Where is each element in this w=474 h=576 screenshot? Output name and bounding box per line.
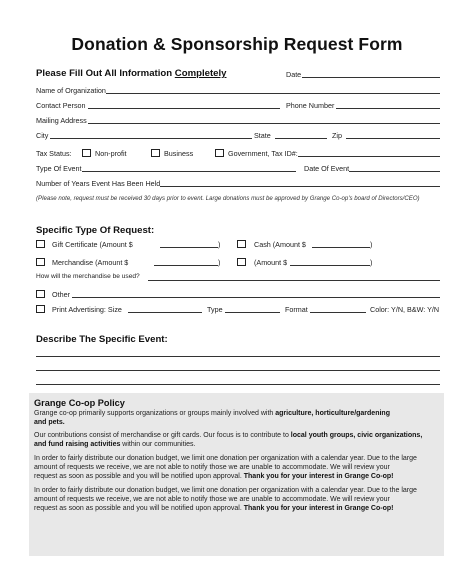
event-line-3[interactable]	[36, 384, 440, 385]
policy-p1-bold: agriculture, horticulture/gardening	[275, 410, 390, 417]
org-name-field[interactable]	[106, 93, 440, 94]
cash-label: Cash (Amount $	[254, 240, 306, 249]
section-heading-event: Describe The Specific Event:	[36, 334, 168, 345]
cash-amount-field[interactable]	[312, 247, 370, 248]
event-line-2[interactable]	[36, 370, 440, 371]
type-event-field[interactable]	[82, 171, 296, 172]
policy-p2-bold-cont: and fund raising activities	[34, 441, 121, 448]
heading-text: Please Fill Out All Information	[36, 68, 175, 79]
gift-cert-close: )	[218, 240, 221, 249]
print-type-label: Type	[207, 305, 223, 314]
state-field[interactable]	[275, 138, 327, 139]
zip-label: Zip	[332, 131, 342, 140]
policy-p2-tail: within our communities.	[120, 441, 196, 448]
gift-cert-checkbox[interactable]	[36, 240, 45, 248]
policy-p3-line3: request as soon as possible and you will be notified upon approval.	[34, 473, 244, 480]
merchandise-close: )	[218, 258, 221, 267]
policy-p4-thanks: Thank you for your interest in Grange Co-op!	[243, 505, 394, 512]
how-used-field[interactable]	[148, 280, 440, 281]
section-heading-info	[36, 68, 227, 79]
business-checkbox[interactable]	[151, 149, 160, 157]
other-label: Other	[52, 290, 70, 299]
heading-emphasis: Completely	[174, 68, 227, 79]
date-event-field[interactable]	[349, 171, 440, 172]
government-checkbox[interactable]	[215, 149, 224, 157]
business-label: Business	[164, 149, 194, 158]
policy-p3-line1: In order to fairly distribute our donation budget, we limit one donation per organization with a calendar year. Due to the large	[34, 455, 417, 462]
type-event-label: Type Of Event	[36, 164, 82, 173]
policy-p4-line3: request as soon as possible and you will be notified upon approval.	[34, 505, 244, 512]
print-format-label: Format	[285, 305, 308, 314]
gift-cert-amount-field[interactable]	[160, 247, 218, 248]
print-ad-label: Print Advertising: Size	[52, 305, 122, 314]
date-field[interactable]	[302, 77, 440, 78]
section-heading-request: Specific Type Of Request:	[36, 225, 155, 236]
print-ad-checkbox[interactable]	[36, 305, 45, 313]
how-used-label: How will the merchandise be used?	[36, 273, 140, 280]
city-field[interactable]	[50, 138, 252, 139]
policy-paragraph-2	[34, 431, 422, 449]
policy-p3-thanks: Thank you for your interest in Grange Co-op!	[243, 473, 394, 480]
city-label: City	[36, 131, 49, 140]
mailing-field[interactable]	[88, 123, 440, 124]
date-event-label: Date Of Event	[304, 164, 350, 173]
contact-label: Contact Person	[36, 101, 86, 110]
policy-box	[29, 393, 444, 556]
government-label: Government, Tax ID#:	[228, 149, 298, 158]
policy-p2-text: Our contributions consist of merchandise or gift cards. Our focus is to contribute to	[34, 432, 291, 439]
gift-cert-label: Gift Certificate (Amount $	[52, 240, 133, 249]
second-amount-checkbox[interactable]	[237, 258, 246, 266]
print-size-field[interactable]	[128, 312, 202, 313]
state-label: State	[254, 131, 271, 140]
mailing-label: Mailing Address	[36, 116, 87, 125]
second-amount-label: (Amount $	[254, 258, 288, 267]
policy-paragraph-4	[34, 486, 417, 513]
phone-field[interactable]	[336, 108, 440, 109]
print-format-field[interactable]	[310, 312, 366, 313]
org-name-label: Name of Organization	[36, 86, 106, 95]
cash-close: )	[370, 240, 373, 249]
policy-p4-line1: In order to fairly distribute our donation budget, we limit one donation per organization with a calendar year. Due to the large	[34, 487, 417, 494]
date-label: Date	[286, 70, 302, 79]
merchandise-checkbox[interactable]	[36, 258, 45, 266]
tax-status-label: Tax Status:	[36, 149, 72, 158]
policy-paragraph-3	[34, 454, 417, 481]
form-title: Donation & Sponsorship Request Form	[71, 34, 403, 54]
policy-title: Grange Co-op Policy	[34, 398, 125, 408]
policy-paragraph-1	[34, 409, 390, 427]
print-type-field[interactable]	[225, 312, 280, 313]
policy-p4-line2: amount of requests we receive, we are not able to notify those we are unable to accommodate. We will review your	[34, 496, 390, 503]
nonprofit-checkbox[interactable]	[82, 149, 91, 157]
merchandise-amount-field[interactable]	[154, 265, 218, 266]
tax-id-field[interactable]	[298, 156, 440, 157]
years-held-label: Number of Years Event Has Been Held	[36, 179, 161, 188]
other-field[interactable]	[72, 297, 440, 298]
policy-p1-text: Grange co-op primarily supports organizations or groups mainly involved with	[34, 410, 276, 417]
policy-p1-bold-cont: and pets.	[34, 419, 65, 426]
submission-note: (Please note, request must be received 30 days prior to event. Large donations must be approved by Grange Co-op's board of Directors/CEO)	[36, 195, 420, 202]
zip-field[interactable]	[346, 138, 440, 139]
other-checkbox[interactable]	[36, 290, 45, 298]
second-amount-field[interactable]	[290, 265, 370, 266]
merchandise-label: Merchandise (Amount $	[52, 258, 129, 267]
phone-label: Phone Number	[286, 101, 335, 110]
contact-field[interactable]	[88, 108, 280, 109]
second-amount-close: )	[370, 258, 373, 267]
cash-checkbox[interactable]	[237, 240, 246, 248]
event-line-1[interactable]	[36, 356, 440, 357]
policy-p3-line2: amount of requests we receive, we are not able to notify those we are unable to accommodate. We will review your	[34, 464, 390, 471]
print-color-label: Color: Y/N, B&W: Y/N	[370, 305, 440, 314]
nonprofit-label: Non-profit	[95, 149, 127, 158]
years-held-field[interactable]	[160, 186, 440, 187]
policy-p2-bold: local youth groups, civic organizations,	[290, 432, 423, 439]
